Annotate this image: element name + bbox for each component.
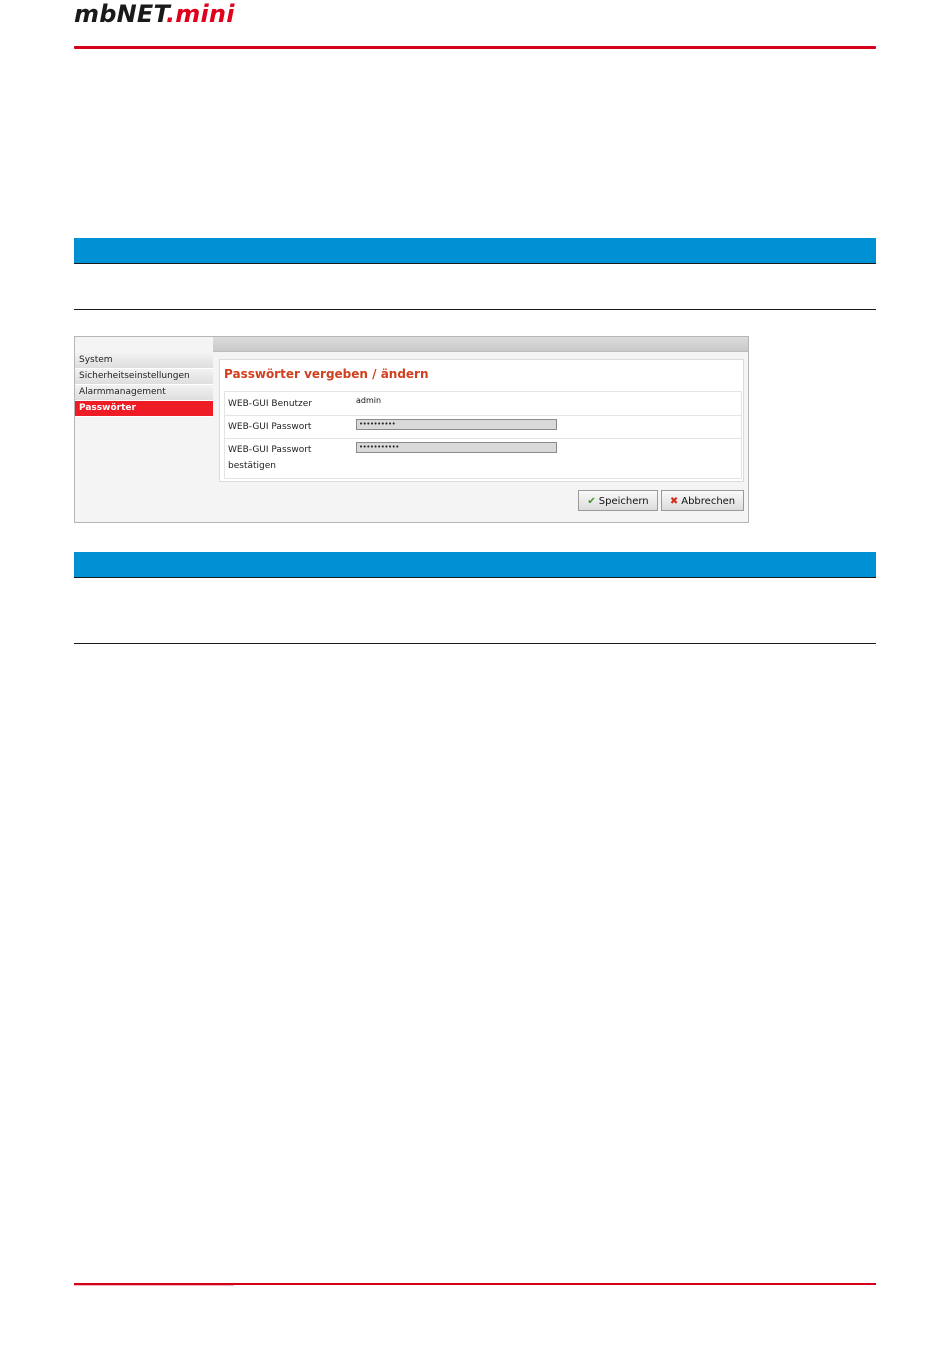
panel-title: Passwörter vergeben / ändern — [224, 367, 429, 381]
password-panel — [219, 359, 744, 482]
save-button-label: Speichern — [598, 496, 649, 507]
sidebar-item-sicherheitseinstellungen[interactable]: Sicherheitseinstellungen — [75, 369, 213, 385]
header-rule — [74, 46, 876, 49]
x-icon: ✖ — [669, 496, 679, 507]
cancel-button-label: Abbrechen — [681, 496, 736, 507]
table-bottom-rule — [74, 309, 876, 310]
sidebar-item-system[interactable]: System — [75, 353, 213, 369]
form-row-password — [225, 416, 741, 439]
user-label: WEB-GUI Benutzer — [228, 399, 313, 409]
form-row-password-confirm — [225, 439, 741, 477]
table-header-band-2 — [74, 552, 876, 578]
password-input[interactable]: •••••••••• — [356, 419, 557, 430]
logo — [74, 0, 235, 30]
save-button[interactable] — [578, 490, 658, 511]
footer-rule-shade — [74, 1285, 234, 1286]
password-label: WEB-GUI Passwort — [228, 422, 312, 432]
form-row-user — [225, 392, 741, 416]
sidebar-nav — [75, 353, 213, 417]
web-gui-screenshot — [74, 336, 749, 523]
table-bottom-rule-2 — [74, 643, 876, 644]
logo-text-mbnet: mbNET — [74, 0, 166, 28]
password-form — [224, 391, 742, 479]
password-confirm-input[interactable]: ••••••••••• — [356, 442, 557, 453]
sidebar-item-alarmmanagement[interactable]: Alarmmanagement — [75, 385, 213, 401]
cancel-button[interactable] — [661, 490, 744, 511]
password-confirm-label — [228, 442, 348, 474]
sidebar-item-passwoerter[interactable]: Passwörter — [75, 401, 213, 417]
logo-text-mini: .mini — [165, 0, 235, 28]
check-icon: ✔ — [587, 496, 596, 507]
password-confirm-label-line1: WEB-GUI Passwort — [228, 445, 312, 455]
table-header-band — [74, 238, 876, 264]
user-value: admin — [356, 396, 382, 405]
password-confirm-label-line2: bestätigen — [228, 461, 276, 471]
top-bar — [213, 337, 748, 352]
